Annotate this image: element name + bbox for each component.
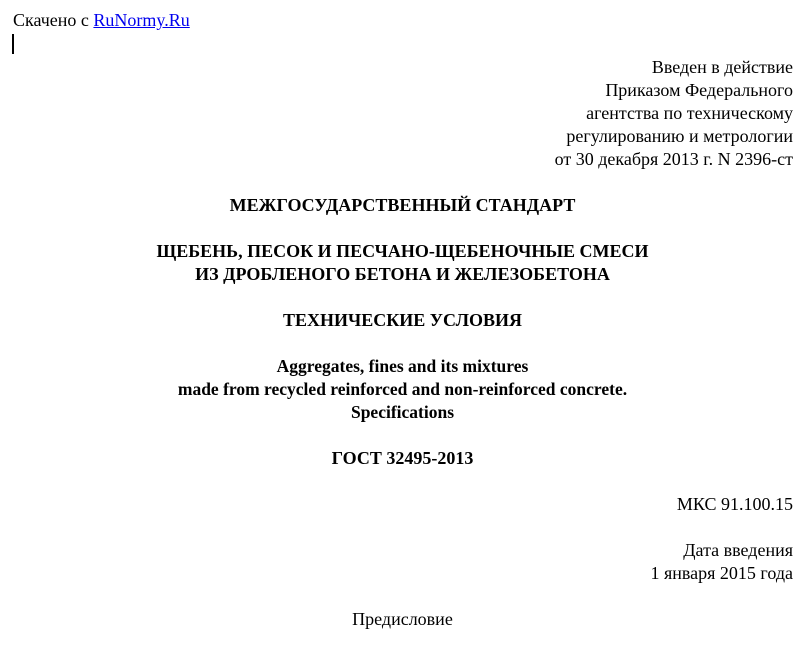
text-caret (12, 34, 14, 54)
section-heading: Предисловие (352, 609, 453, 629)
english-title-line-1: Aggregates, fines and its mixtures (276, 356, 529, 376)
gost-number: ГОСТ 32495-2013 (331, 448, 474, 468)
intro-line-5: от 30 декабря 2013 г. N 2396-ст (554, 149, 793, 169)
english-title-line-2: made from recycled reinforced and non-reinforced concrete. (177, 379, 628, 399)
source-prefix: Скачено с (13, 10, 94, 30)
title-line-1: ЩЕБЕНЬ, ПЕСОК И ПЕСЧАНО-ЩЕБЕНОЧНЫЕ СМЕСИ (156, 241, 649, 261)
intro-line-3: агентства по техническому (586, 103, 793, 123)
title-line-2: ИЗ ДРОБЛЕНОГО БЕТОНА И ЖЕЛЕЗОБЕТОНА (195, 264, 610, 284)
intro-date-value: 1 января 2015 года (650, 563, 793, 583)
subtitle: ТЕХНИЧЕСКИЕ УСЛОВИЯ (283, 310, 522, 330)
intro-line-2: Приказом Федерального (605, 80, 793, 100)
intro-line-4: регулированию и метрологии (566, 126, 793, 146)
source-link[interactable]: RuNormy.Ru (93, 10, 190, 30)
source-line (13, 9, 190, 32)
mks-code: МКС 91.100.15 (676, 494, 793, 514)
english-title-line-3: Specifications (350, 402, 455, 422)
intro-date-label: Дата введения (683, 540, 793, 560)
standard-type: МЕЖГОСУДАРСТВЕННЫЙ СТАНДАРТ (229, 195, 576, 215)
intro-line-1: Введен в действие (651, 57, 793, 77)
